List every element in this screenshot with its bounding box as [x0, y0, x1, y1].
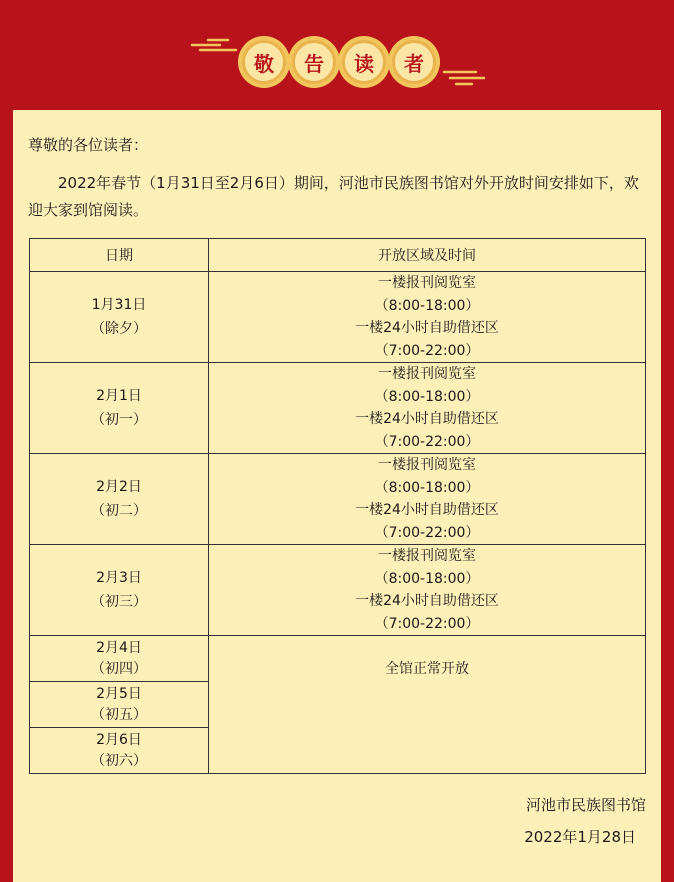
- area-hours: （8:00-18:00）: [374, 297, 480, 314]
- lunar-day: （初五）: [91, 706, 147, 723]
- open-all-label: 全馆正常开放: [385, 661, 469, 677]
- date: 2月2日: [96, 479, 142, 495]
- area-label: 一楼24小时自助借还区: [355, 502, 499, 518]
- date: 1月31日: [91, 297, 147, 313]
- lunar-day: （初六）: [91, 752, 147, 769]
- auspicious-cloud-icon-left: [190, 36, 240, 56]
- lunar-day: （初三）: [91, 594, 147, 610]
- area-label: 一楼报刊阅览室: [378, 548, 476, 564]
- area-hours: （7:00-22:00）: [374, 342, 480, 359]
- area-hours: （8:00-18:00）: [374, 388, 480, 405]
- title-char-4: 者: [392, 40, 436, 84]
- hours-cell: [209, 454, 646, 545]
- hours-cell: [209, 363, 646, 454]
- schedule-table: [29, 238, 646, 774]
- area-label: 一楼24小时自助借还区: [355, 411, 499, 427]
- table-row: [30, 363, 646, 454]
- date: 2月5日: [96, 685, 142, 702]
- lunar-day: （初四）: [91, 660, 147, 677]
- area-hours: （7:00-22:00）: [374, 615, 480, 632]
- area-label: 一楼24小时自助借还区: [355, 593, 499, 609]
- merged-open-cell: [209, 636, 646, 774]
- title-char-3: 读: [342, 40, 386, 84]
- area-hours: （8:00-18:00）: [374, 570, 480, 587]
- sign-date: 2022年1月28日: [524, 828, 636, 846]
- area-label: 一楼报刊阅览室: [378, 275, 476, 291]
- date: 2月1日: [96, 388, 142, 404]
- date-cell: [30, 636, 209, 682]
- date: 2月3日: [96, 570, 142, 586]
- area-hours: （7:00-22:00）: [374, 433, 480, 450]
- intro-paragraph: 2022年春节（1月31日至2月6日）期间，河池市民族图书馆对外开放时间安排如下，欢迎大家到馆阅读。: [28, 174, 639, 219]
- greeting: 尊敬的各位读者：: [28, 136, 149, 154]
- table-row: [30, 454, 646, 545]
- lunar-day: （初二）: [91, 503, 147, 519]
- area-hours: （8:00-18:00）: [374, 479, 480, 496]
- date-cell: [30, 454, 209, 545]
- lunar-day: （初一）: [91, 412, 147, 428]
- table-row: [30, 636, 646, 682]
- table-row: [30, 545, 646, 636]
- table-row: [30, 272, 646, 363]
- lunar-day: （除夕）: [91, 321, 147, 337]
- date: 2月6日: [96, 731, 142, 748]
- title-char-1: 敬: [242, 40, 286, 84]
- hours-cell: [209, 272, 646, 363]
- auspicious-cloud-icon-right: [442, 66, 486, 86]
- date-cell: [30, 363, 209, 454]
- header-hours: 开放区域及时间: [209, 239, 646, 272]
- header-date: 日期: [30, 239, 209, 272]
- area-label: 一楼报刊阅览室: [378, 457, 476, 473]
- table-header-row: [30, 239, 646, 272]
- title-char-2: 告: [292, 40, 336, 84]
- date: 2月4日: [96, 639, 142, 656]
- date-cell: [30, 272, 209, 363]
- signer: 河池市民族图书馆: [525, 796, 646, 814]
- area-label: 一楼报刊阅览室: [378, 366, 476, 382]
- date-cell: [30, 682, 209, 728]
- area-label: 一楼24小时自助借还区: [355, 320, 499, 336]
- header-banner: [0, 0, 674, 110]
- hours-cell: [209, 545, 646, 636]
- date-cell: [30, 545, 209, 636]
- date-cell: [30, 728, 209, 774]
- area-hours: （7:00-22:00）: [374, 524, 480, 541]
